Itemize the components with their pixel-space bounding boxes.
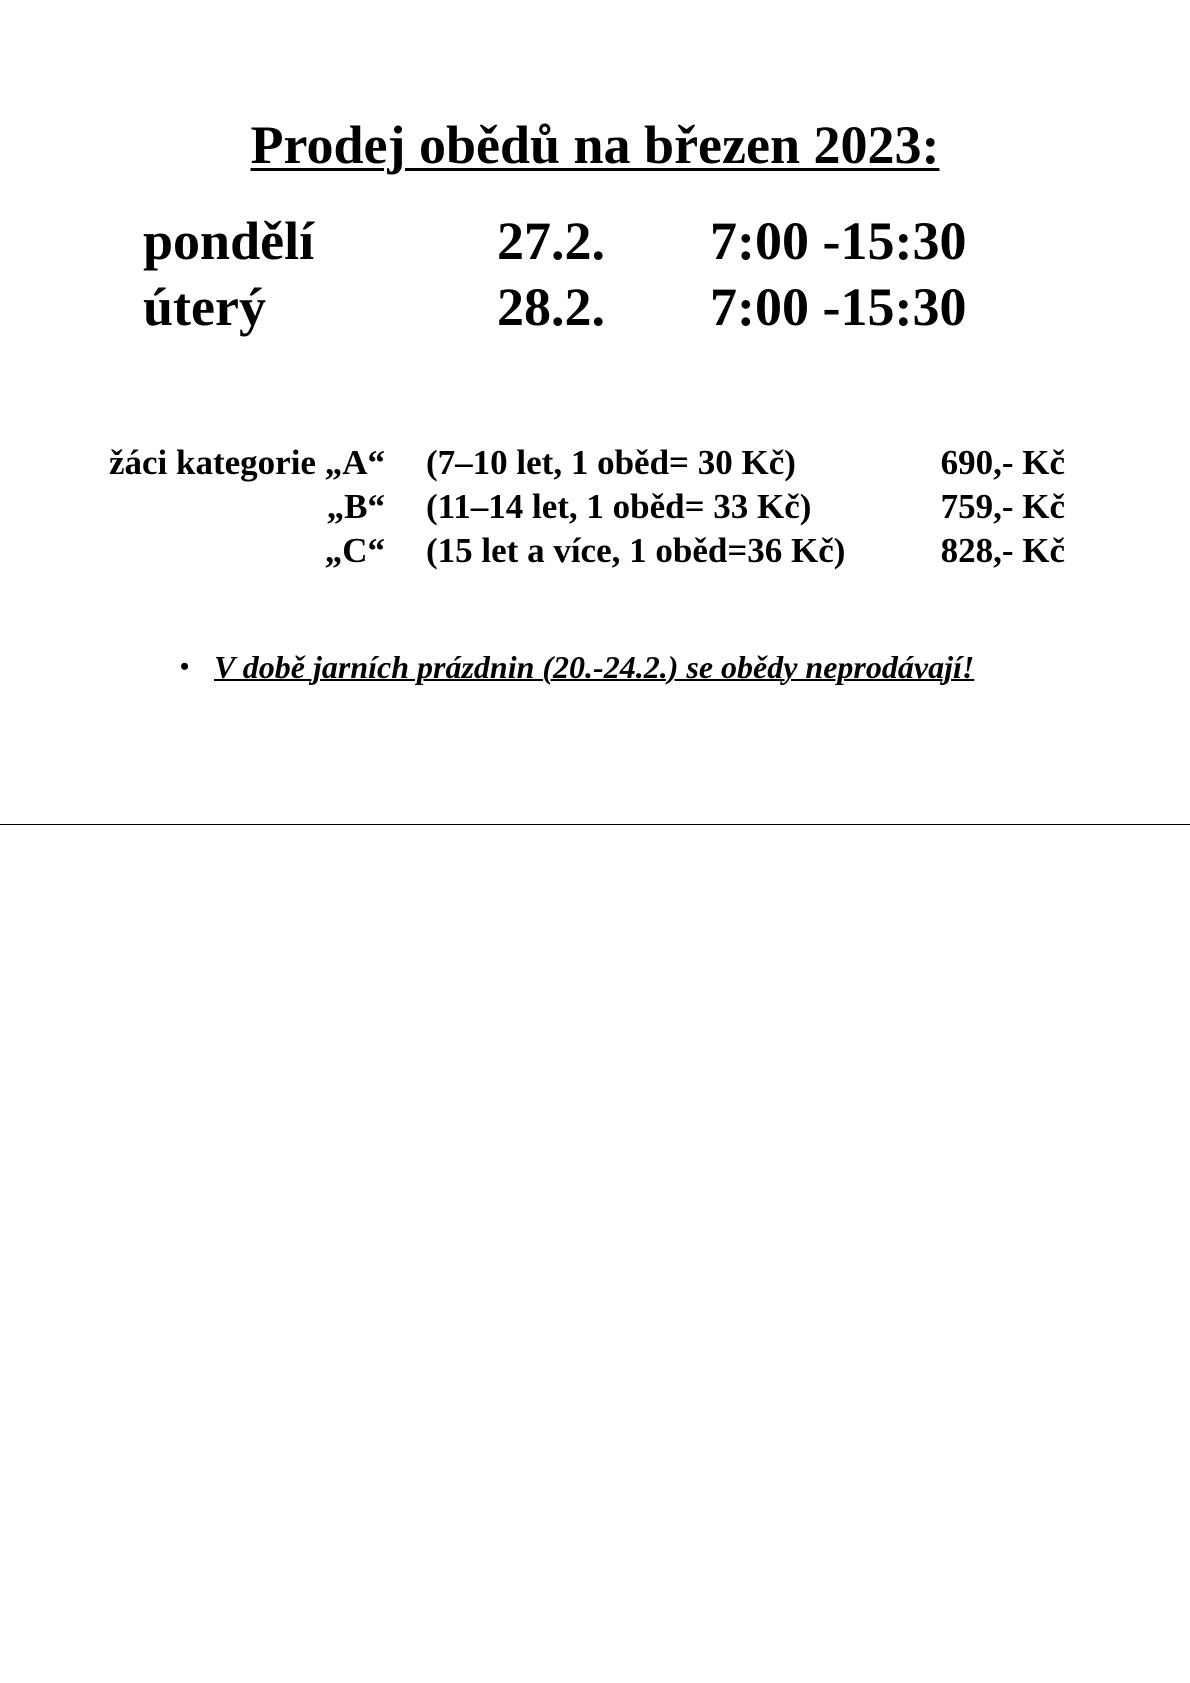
schedule-time: 7:00 -15:30 — [710, 277, 967, 337]
schedule-row — [0, 274, 1190, 340]
schedule-day: úterý — [143, 277, 266, 337]
schedule-date: 28.2. — [497, 277, 605, 337]
price-category: „B“ — [326, 487, 385, 526]
schedule-date: 27.2. — [497, 211, 605, 271]
price-description: (7–10 let, 1 oběd= 30 Kč) — [426, 443, 796, 482]
price-category: „C“ — [324, 531, 385, 570]
price-category: žáci kategorie „A“ — [108, 443, 385, 482]
title-text: Prodej obědů na březen 2023: — [250, 115, 940, 175]
price-value: 759,- Kč — [940, 487, 1065, 526]
price-description: (11–14 let, 1 oběd= 33 Kč) — [426, 487, 812, 526]
price-row — [0, 485, 1190, 529]
price-row — [0, 441, 1190, 485]
price-value: 690,- Kč — [940, 443, 1065, 482]
document-title — [0, 110, 1190, 180]
bullet-icon: • — [180, 652, 190, 681]
schedule-row — [0, 208, 1190, 274]
schedule-day: pondělí — [143, 211, 315, 271]
price-value: 828,- Kč — [940, 531, 1065, 570]
price-description: (15 let a více, 1 oběd=36 Kč) — [426, 531, 846, 570]
price-row — [0, 529, 1190, 573]
notice-text: V době jarních prázdnin (20.-24.2.) se obědy neprodávají! — [214, 649, 975, 685]
schedule-time: 7:00 -15:30 — [710, 211, 967, 271]
divider-line — [0, 824, 1190, 825]
